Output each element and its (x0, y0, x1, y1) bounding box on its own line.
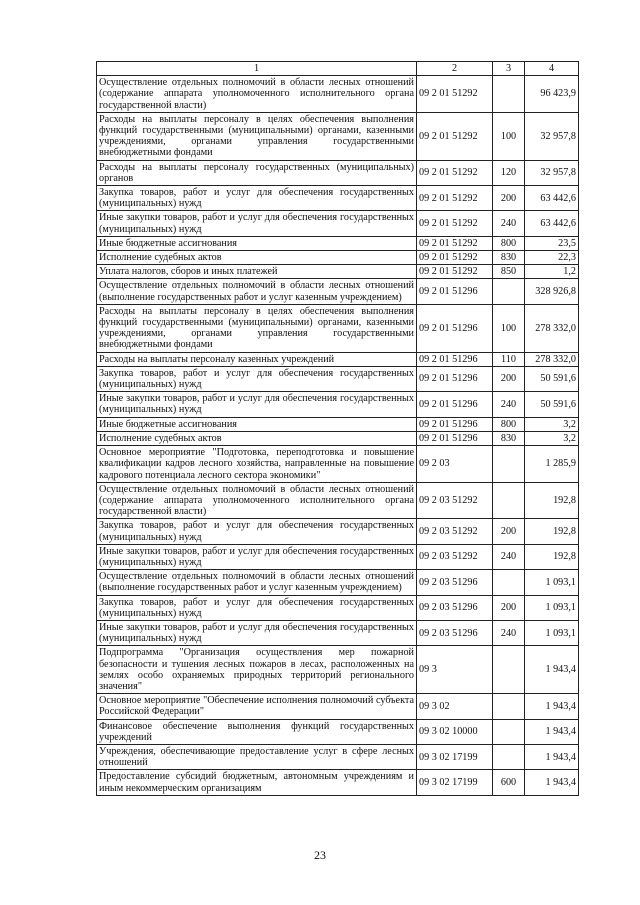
row-amount-cell: 23,5 (525, 236, 579, 250)
row-name-cell: Закупка товаров, работ и услуг для обеспечения государственных (муниципальных) нужд (97, 186, 417, 211)
table-row (97, 482, 579, 519)
row-amount-cell: 1 943,4 (525, 694, 579, 719)
row-code-cell: 09 3 02 17199 (417, 744, 493, 769)
row-code-cell: 09 2 01 51292 (417, 236, 493, 250)
row-amount-cell: 50 591,6 (525, 392, 579, 417)
row-amount-cell: 328 926,8 (525, 279, 579, 304)
table-row (97, 519, 579, 544)
row-name-cell: Расходы на выплаты персоналу в целях обеспечения выполнения функций государственными (муниципальными) органами, казенными учреждениями, органами управления государственными внебюджетными фондами (97, 304, 417, 352)
table-row (97, 646, 579, 694)
row-name-cell: Подпрограмма "Организация осуществления мер пожарной безопасности и тушения лесных пожаров в лесах, расположенных на землях особо охраняемых природных территорий регионального значения" (97, 646, 417, 694)
row-amount-cell: 1 943,4 (525, 744, 579, 769)
row-amount-cell: 192,8 (525, 482, 579, 519)
table-row (97, 417, 579, 431)
row-code-cell: 09 2 03 51292 (417, 519, 493, 544)
header-col-2: 2 (417, 62, 493, 76)
row-code-cell: 09 2 01 51296 (417, 417, 493, 431)
row-code-cell: 09 3 02 (417, 694, 493, 719)
row-name-cell: Предоставление субсидий бюджетным, автономным учреждениям и иным некоммерческим организациям (97, 770, 417, 795)
row-amount-cell: 192,8 (525, 519, 579, 544)
row-code-cell: 09 2 03 51292 (417, 544, 493, 569)
row-code-cell: 09 2 01 51292 (417, 251, 493, 265)
row-amount-cell: 1 093,1 (525, 595, 579, 620)
row-expense-type-cell: 240 (493, 620, 525, 645)
table-row (97, 304, 579, 352)
row-name-cell: Осуществление отдельных полномочий в области лесных отношений (содержание аппарата уполномоченного исполнительного органа государственной власти) (97, 76, 417, 113)
table-row (97, 236, 579, 250)
row-name-cell: Расходы на выплаты персоналу казенных учреждений (97, 352, 417, 366)
table-body (97, 76, 579, 796)
row-amount-cell: 1 943,4 (525, 646, 579, 694)
table-row (97, 251, 579, 265)
row-amount-cell: 22,3 (525, 251, 579, 265)
row-name-cell: Расходы на выплаты персоналу в целях обеспечения выполнения функций государственными (муниципальными) органами, казенными учреждениями, органами управления государственными внебюджетными фондами (97, 112, 417, 160)
table-row (97, 366, 579, 391)
row-name-cell: Осуществление отдельных полномочий в области лесных отношений (выполнение государственных работ и услуг казенным учреждением) (97, 279, 417, 304)
row-expense-type-cell (493, 76, 525, 113)
row-name-cell: Исполнение судебных актов (97, 251, 417, 265)
row-name-cell: Иные закупки товаров, работ и услуг для обеспечения государственных (муниципальных) нужд (97, 620, 417, 645)
table-row (97, 595, 579, 620)
row-name-cell: Иные закупки товаров, работ и услуг для обеспечения государственных (муниципальных) нужд (97, 392, 417, 417)
row-amount-cell: 50 591,6 (525, 366, 579, 391)
row-code-cell: 09 2 03 51296 (417, 620, 493, 645)
row-expense-type-cell: 240 (493, 392, 525, 417)
row-expense-type-cell: 850 (493, 265, 525, 279)
table-row (97, 392, 579, 417)
row-name-cell: Финансовое обеспечение выполнения функций государственных учреждений (97, 719, 417, 744)
row-expense-type-cell: 200 (493, 186, 525, 211)
row-expense-type-cell: 120 (493, 160, 525, 185)
row-expense-type-cell: 800 (493, 236, 525, 250)
row-code-cell: 09 2 01 51292 (417, 265, 493, 279)
table-row (97, 279, 579, 304)
row-expense-type-cell: 830 (493, 251, 525, 265)
table-row (97, 265, 579, 279)
row-code-cell: 09 2 01 51292 (417, 76, 493, 113)
row-expense-type-cell: 200 (493, 595, 525, 620)
row-name-cell: Закупка товаров, работ и услуг для обеспечения государственных (муниципальных) нужд (97, 519, 417, 544)
row-expense-type-cell: 600 (493, 770, 525, 795)
table-row (97, 76, 579, 113)
row-expense-type-cell (493, 744, 525, 769)
row-expense-type-cell: 240 (493, 544, 525, 569)
row-expense-type-cell: 110 (493, 352, 525, 366)
table-row (97, 211, 579, 236)
row-amount-cell: 63 442,6 (525, 186, 579, 211)
row-name-cell: Осуществление отдельных полномочий в области лесных отношений (содержание аппарата уполномоченного исполнительного органа государственной власти) (97, 482, 417, 519)
row-code-cell: 09 3 02 10000 (417, 719, 493, 744)
row-expense-type-cell (493, 646, 525, 694)
row-code-cell: 09 2 01 51292 (417, 160, 493, 185)
row-name-cell: Закупка товаров, работ и услуг для обеспечения государственных (муниципальных) нужд (97, 595, 417, 620)
row-code-cell: 09 2 03 51292 (417, 482, 493, 519)
row-amount-cell: 278 332,0 (525, 304, 579, 352)
row-amount-cell: 96 423,9 (525, 76, 579, 113)
table-row (97, 570, 579, 595)
row-expense-type-cell: 830 (493, 431, 525, 445)
row-code-cell: 09 2 01 51296 (417, 279, 493, 304)
row-amount-cell: 32 957,8 (525, 112, 579, 160)
row-expense-type-cell (493, 694, 525, 719)
row-expense-type-cell (493, 482, 525, 519)
row-code-cell: 09 3 02 17199 (417, 770, 493, 795)
row-code-cell: 09 2 01 51296 (417, 392, 493, 417)
row-name-cell: Осуществление отдельных полномочий в области лесных отношений (выполнение государственных работ и услуг казенным учреждением) (97, 570, 417, 595)
header-col-4: 4 (525, 62, 579, 76)
row-expense-type-cell: 240 (493, 211, 525, 236)
row-code-cell: 09 3 (417, 646, 493, 694)
row-name-cell: Иные бюджетные ассигнования (97, 236, 417, 250)
row-code-cell: 09 2 01 51296 (417, 366, 493, 391)
row-amount-cell: 63 442,6 (525, 211, 579, 236)
row-name-cell: Основное мероприятие "Обеспечение исполнения полномочий субъекта Российской Федерации" (97, 694, 417, 719)
row-code-cell: 09 2 01 51292 (417, 186, 493, 211)
row-code-cell: 09 2 03 51296 (417, 570, 493, 595)
row-amount-cell: 278 332,0 (525, 352, 579, 366)
row-amount-cell: 1 943,4 (525, 719, 579, 744)
row-expense-type-cell (493, 570, 525, 595)
row-amount-cell: 192,8 (525, 544, 579, 569)
header-col-1: 1 (97, 62, 417, 76)
table-row (97, 770, 579, 795)
table-row (97, 352, 579, 366)
row-expense-type-cell (493, 279, 525, 304)
row-expense-type-cell (493, 446, 525, 483)
row-expense-type-cell (493, 719, 525, 744)
row-code-cell: 09 2 01 51296 (417, 352, 493, 366)
row-code-cell: 09 2 01 51296 (417, 431, 493, 445)
table-row (97, 112, 579, 160)
row-code-cell: 09 2 03 51296 (417, 595, 493, 620)
row-name-cell: Закупка товаров, работ и услуг для обеспечения государственных (муниципальных) нужд (97, 366, 417, 391)
row-expense-type-cell: 200 (493, 519, 525, 544)
row-name-cell: Учреждения, обеспечивающие предоставление услуг в сфере лесных отношений (97, 744, 417, 769)
row-name-cell: Уплата налогов, сборов и иных платежей (97, 265, 417, 279)
table-header-row (97, 62, 579, 76)
table-row (97, 694, 579, 719)
row-amount-cell: 1 093,1 (525, 570, 579, 595)
table-row (97, 544, 579, 569)
row-code-cell: 09 2 01 51292 (417, 112, 493, 160)
table-row (97, 160, 579, 185)
header-col-3: 3 (493, 62, 525, 76)
row-amount-cell: 1 285,9 (525, 446, 579, 483)
row-expense-type-cell: 100 (493, 304, 525, 352)
row-code-cell: 09 2 03 (417, 446, 493, 483)
row-code-cell: 09 2 01 51296 (417, 304, 493, 352)
row-amount-cell: 1 093,1 (525, 620, 579, 645)
row-name-cell: Иные бюджетные ассигнования (97, 417, 417, 431)
row-amount-cell: 3,2 (525, 431, 579, 445)
table-row (97, 719, 579, 744)
table-row (97, 186, 579, 211)
row-amount-cell: 32 957,8 (525, 160, 579, 185)
row-amount-cell: 1 943,4 (525, 770, 579, 795)
row-expense-type-cell: 800 (493, 417, 525, 431)
document-page (96, 61, 578, 796)
row-name-cell: Основное мероприятие "Подготовка, переподготовка и повышение квалификации кадров лесного хозяйства, направленные на повышение кадрового потенциала лесного сектора экономики" (97, 446, 417, 483)
row-name-cell: Расходы на выплаты персоналу государственных (муниципальных) органов (97, 160, 417, 185)
table-row (97, 620, 579, 645)
row-amount-cell: 1,2 (525, 265, 579, 279)
page-number: 23 (314, 848, 326, 862)
table-row (97, 446, 579, 483)
row-amount-cell: 3,2 (525, 417, 579, 431)
row-name-cell: Исполнение судебных актов (97, 431, 417, 445)
row-expense-type-cell: 200 (493, 366, 525, 391)
row-name-cell: Иные закупки товаров, работ и услуг для обеспечения государственных (муниципальных) нужд (97, 211, 417, 236)
row-name-cell: Иные закупки товаров, работ и услуг для обеспечения государственных (муниципальных) нужд (97, 544, 417, 569)
table-row (97, 431, 579, 445)
row-code-cell: 09 2 01 51292 (417, 211, 493, 236)
budget-table (96, 61, 579, 796)
row-expense-type-cell: 100 (493, 112, 525, 160)
table-row (97, 744, 579, 769)
